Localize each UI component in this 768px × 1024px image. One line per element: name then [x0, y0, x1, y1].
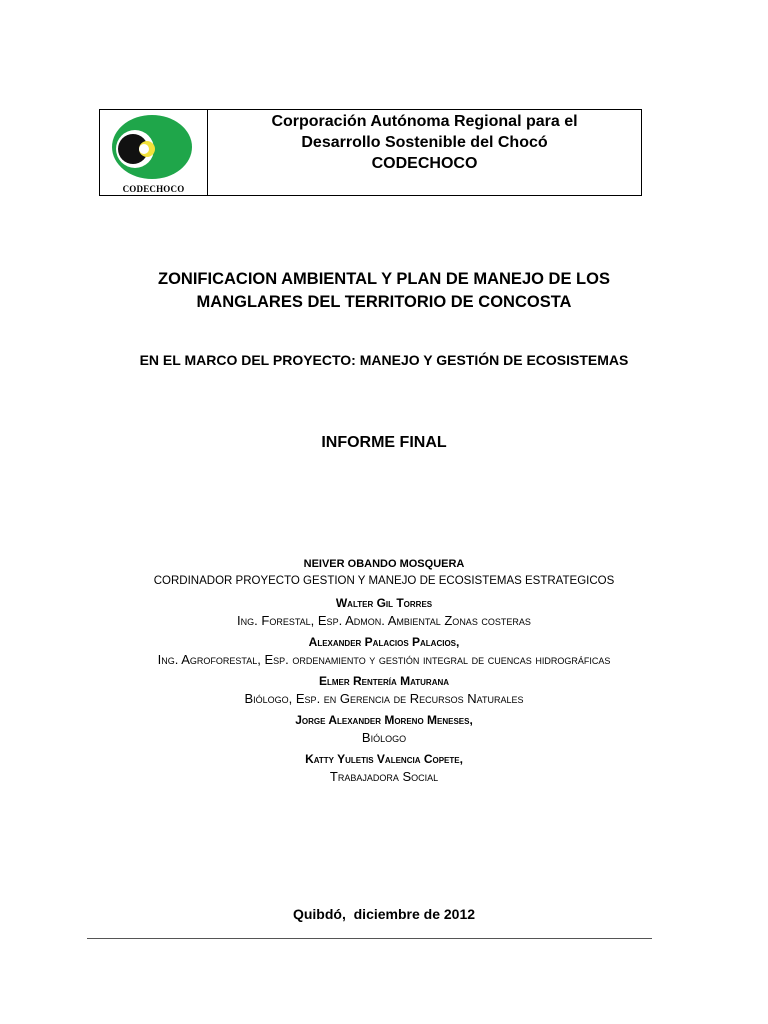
author-name: Katty Yuletis Valencia Copete, [305, 752, 463, 766]
author-name: Elmer Rentería Maturana [318, 674, 450, 688]
codechoco-logo [108, 114, 196, 186]
org-line: CODECHOCO [371, 155, 478, 172]
document-subtitle: EN EL MARCO DEL PROYECTO: MANEJO Y GESTIÓN DE ECOSISTEMAS [139, 352, 629, 368]
logo-text: CODECHOCO [122, 184, 185, 194]
author-role: CORDINADOR PROYECTO GESTION Y MANEJO DE ECOSISTEMAS ESTRATEGICOS [153, 575, 615, 587]
author-role: Ing. Forestal, Esp. Admon. Ambiental Zonas costeras [237, 613, 531, 628]
org-line: Corporación Autónoma Regional para el [271, 113, 578, 130]
header-box [99, 109, 642, 196]
author-role: Biólogo, Esp. en Gerencia de Recursos Naturales [244, 691, 524, 706]
document-date: Quibdó, diciembre de 2012 [292, 906, 476, 922]
footer-rule [87, 938, 652, 939]
document-title [0, 268, 768, 314]
title-line: ZONIFICACION AMBIENTAL Y PLAN DE MANEJO DE LOS [158, 270, 610, 288]
organization-name [208, 110, 641, 195]
author-role: Trabajadora Social [329, 769, 439, 784]
author-name: Walter Gil Torres [335, 596, 433, 610]
author-name: Jorge Alexander Moreno Meneses, [295, 713, 473, 727]
org-line: Desarrollo Sostenible del Chocó [301, 134, 548, 151]
authors-list [0, 556, 768, 790]
author-role: Ing. Agroforestal, Esp. ordenamiento y gestión integral de cuencas hidrográficas [157, 652, 611, 667]
author-name: Alexander Palacios Palacios, [308, 635, 460, 649]
report-label: INFORME FINAL [321, 434, 447, 451]
logo-cell [100, 110, 208, 195]
title-line: MANGLARES DEL TERRITORIO DE CONCOSTA [196, 293, 572, 311]
author-name: NEIVER OBANDO MOSQUERA [303, 558, 465, 570]
author-role: Biólogo [361, 730, 407, 745]
